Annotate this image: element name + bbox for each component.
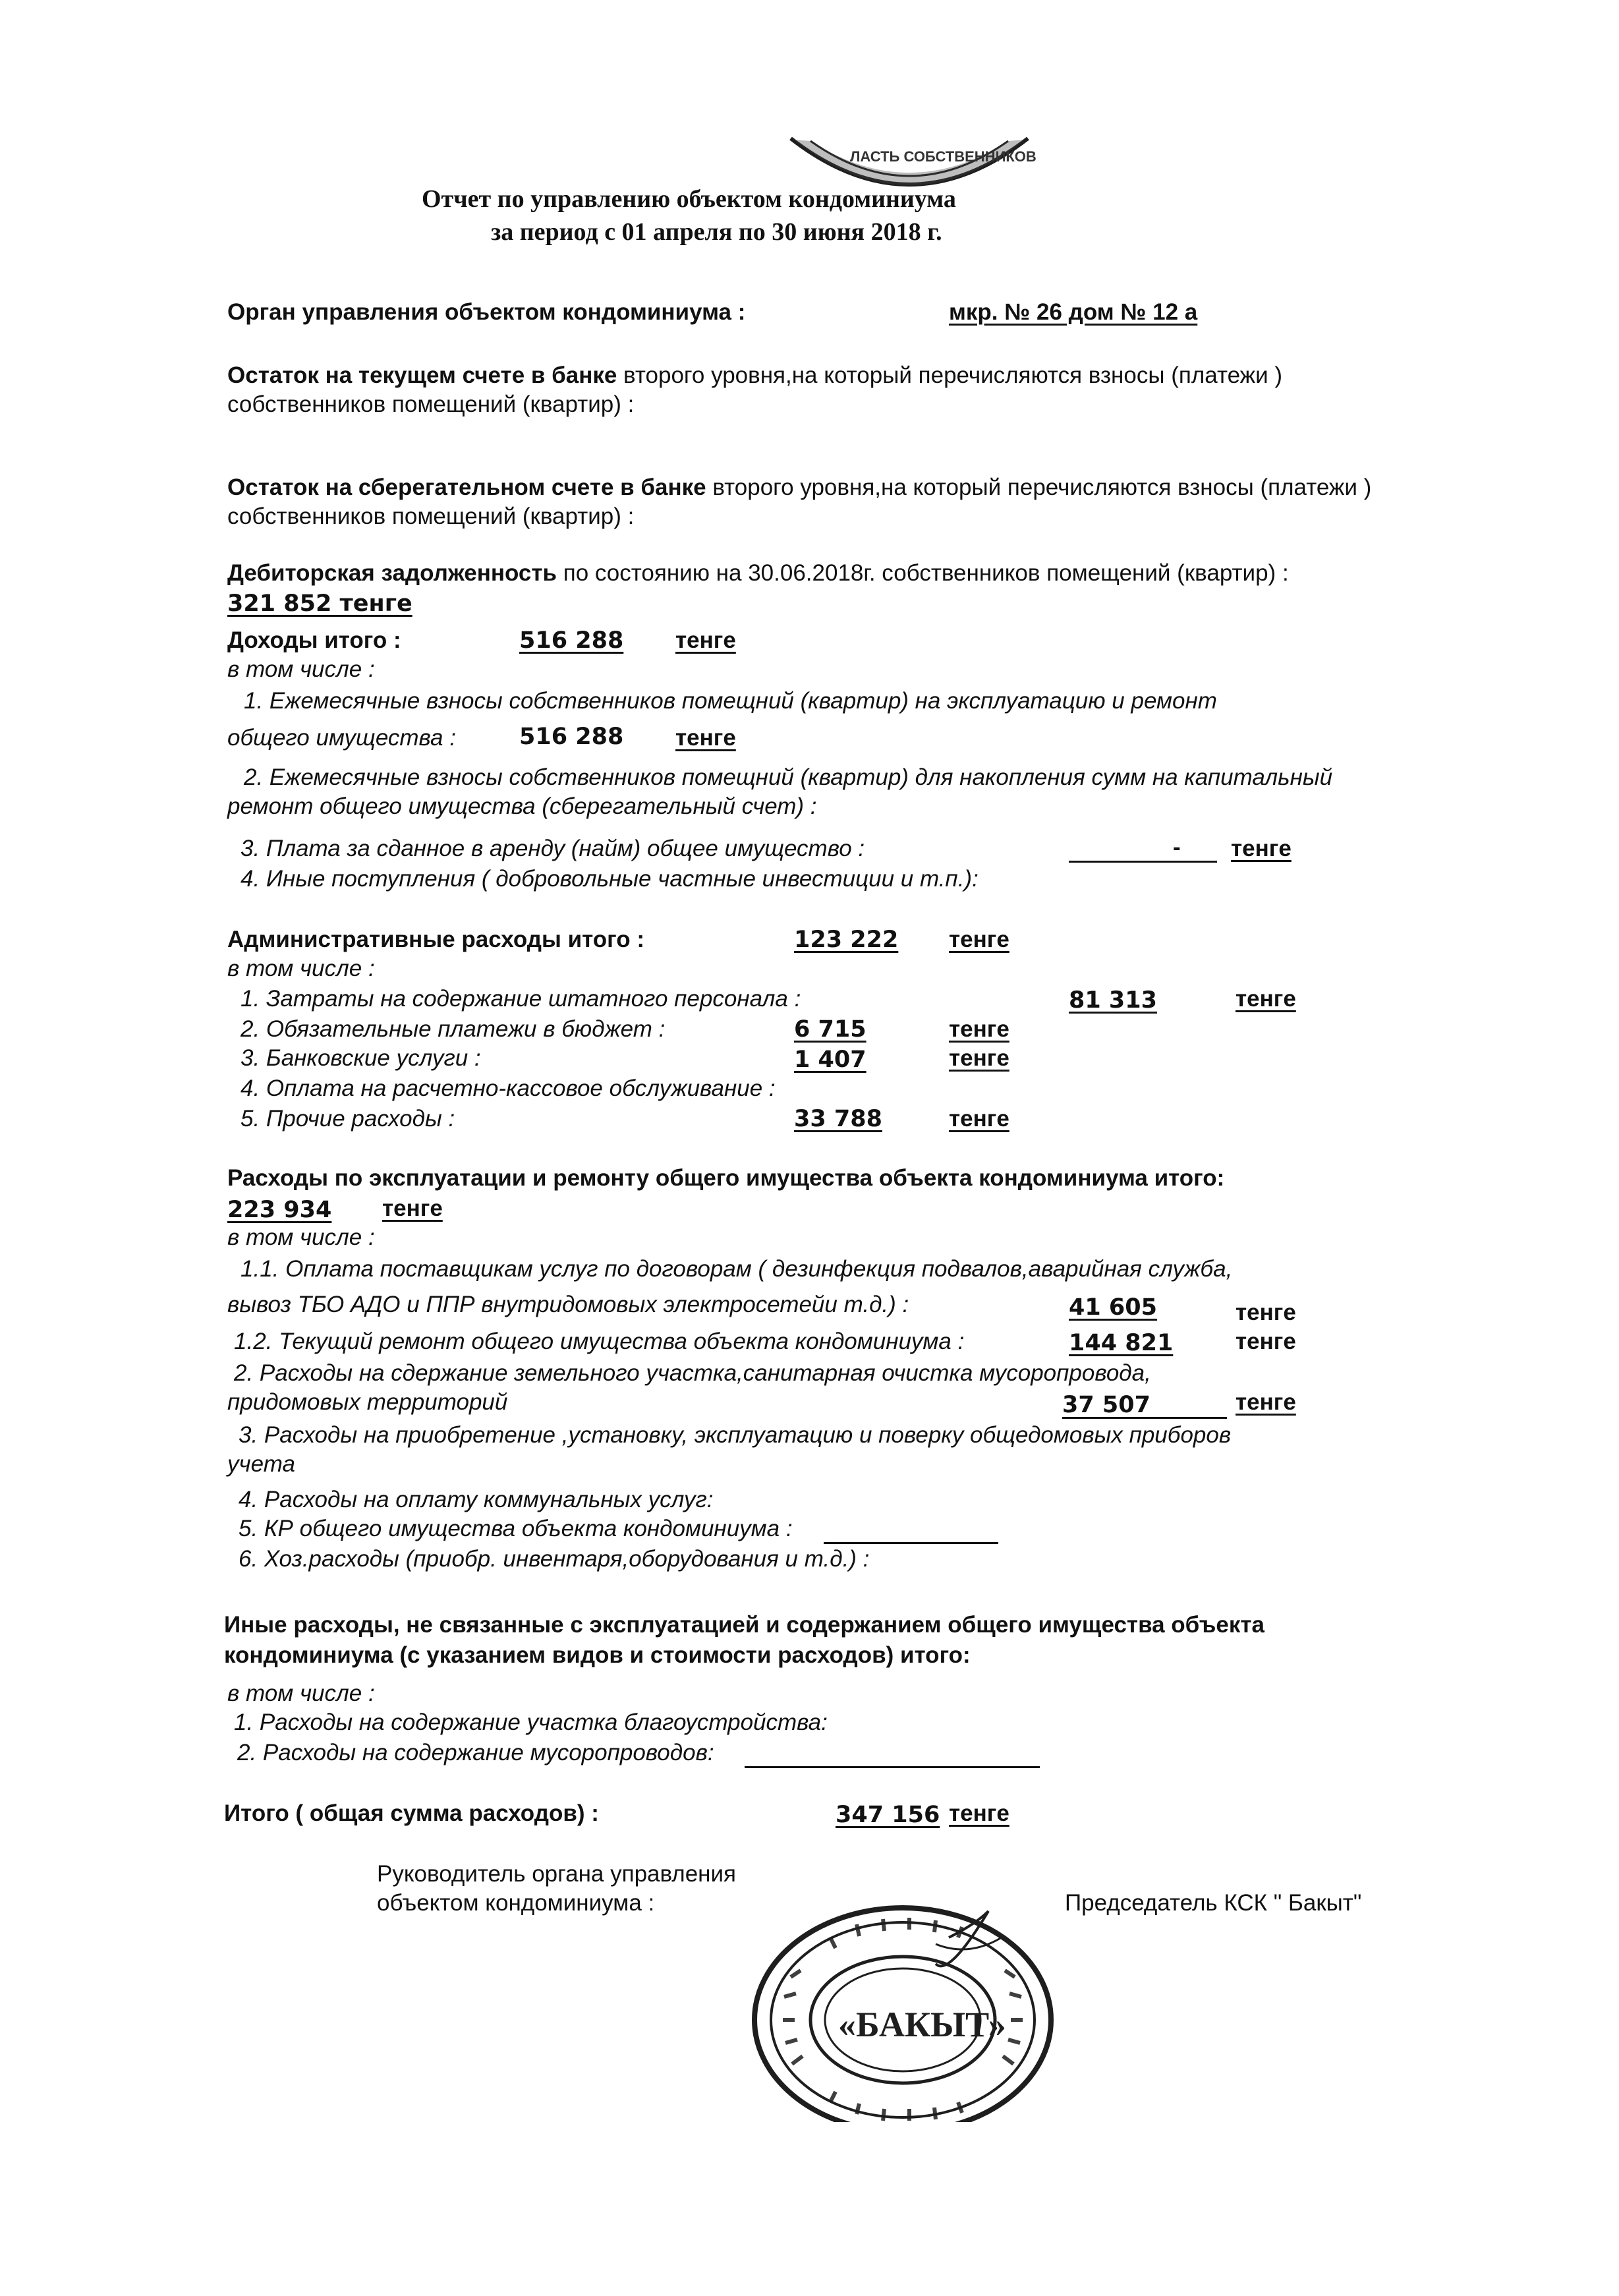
operations-item2-underline (1062, 1417, 1227, 1419)
other-item2-underline (745, 1766, 1040, 1768)
operations-item11-line2: вывоз ТБО АДО и ППР внутридомовых электросетейи т.д.) : (227, 1292, 909, 1317)
receivables-bold: Дебиторская задолженность (227, 560, 557, 586)
operations-item5-underline (824, 1542, 998, 1544)
admin-label: Административные расходы итого : (227, 927, 645, 952)
seal-center-text: «БАКЫТ» (838, 2005, 1006, 2044)
operations-unit: тенге (382, 1195, 443, 1221)
operations-item12-value: 144 821 (1069, 1330, 1174, 1356)
admin-item5-label: 5. Прочие расходы : (241, 1106, 455, 1132)
current-account-rest: второго уровня,на который перечисляются взносы (платежи ) (617, 362, 1282, 388)
signature-right: Председатель КСК " Бакыт" (1065, 1890, 1362, 1916)
top-stamp-text: ЛАСТЬ СОБСТВЕННИКОВ (850, 148, 1037, 165)
savings-account-line2: собственников помещений (квартир) : (227, 503, 635, 529)
total-unit: тенге (949, 1800, 1009, 1826)
operations-item6: 6. Хоз.расходы (приобр. инвентаря,оборудования и т.д.) : (239, 1546, 870, 1572)
operations-including: в том числе : (227, 1224, 375, 1250)
other-item1: 1. Расходы на содержание участка благоустройства: (234, 1709, 828, 1735)
income-including: в том числе : (227, 656, 375, 682)
admin-item2-label: 2. Обязательные платежи в бюджет : (241, 1016, 666, 1042)
signature-left-line1: Руководитель органа управления (377, 1861, 737, 1887)
operations-item2-line2: придомовых территорий (227, 1389, 508, 1415)
income-item3: 3. Плата за сданное в аренду (найм) общее имущество : (241, 836, 865, 861)
operations-label: Расходы по эксплуатации и ремонту общего имущества объекта кондоминиума итого: (227, 1165, 1225, 1191)
other-including: в том числе : (227, 1680, 375, 1706)
admin-item3-value: 1 407 (794, 1047, 866, 1073)
organ-label: Орган управления объектом кондоминиума : (227, 299, 746, 325)
admin-item1-unit: тенге (1236, 986, 1296, 1012)
admin-item1-label: 1. Затраты на содержание штатного персонала : (241, 986, 801, 1012)
income-item1-line2: общего имущества : (227, 725, 456, 751)
income-item1-unit: тенге (675, 725, 736, 751)
admin-item2-value: 6 715 (794, 1016, 866, 1043)
receivables-value: 321 852 тенге (227, 590, 412, 617)
admin-including: в том числе : (227, 956, 375, 981)
operations-item5: 5. КР общего имущества объекта кондоминиума : (239, 1516, 793, 1541)
admin-item5-value: 33 788 (794, 1106, 882, 1132)
report-period: за период с 01 апреля по 30 июня 2018 г. (491, 218, 942, 246)
income-item2-line1: 2. Ежемесячные взносы собственников помещний (квартир) для накопления сумм на капитальный (244, 764, 1333, 790)
operations-item3-line2: учета (227, 1451, 295, 1477)
organ-address: мкр. № 26 дом № 12 а (949, 299, 1198, 325)
current-account-bold: Остаток на текущем счете в банке (227, 362, 617, 388)
operations-item2-unit: тенге (1236, 1389, 1296, 1415)
admin-item3-label: 3. Банковские услуги : (241, 1045, 481, 1071)
savings-account-bold: Остаток на сберегательном счете в банке (227, 474, 706, 500)
admin-item1-value: 81 313 (1069, 987, 1157, 1014)
income-item1-line1: 1. Ежемесячные взносы собственников помещний (квартир) на эксплуатацию и ремонт (244, 688, 1217, 714)
operations-item12: 1.2. Текущий ремонт общего имущества объекта кондоминиума : (234, 1329, 965, 1354)
income-item2-line2: ремонт общего имущества (сберегательный счет) : (227, 793, 817, 819)
report-title: Отчет по управлению объектом кондоминиума (422, 185, 956, 213)
operations-item3-line1: 3. Расходы на приобретение ,установку, эксплуатацию и поверку общедомовых приборов (239, 1422, 1232, 1448)
other-label-line1: Иные расходы, не связанные с эксплуатацией и содержанием общего имущества объекта (224, 1612, 1264, 1638)
income-total: 516 288 (519, 627, 624, 654)
operations-item4: 4. Расходы на оплату коммунальных услуг: (239, 1487, 714, 1512)
current-account-line2: собственников помещений (квартир) : (227, 391, 635, 417)
income-item3-value: - (1173, 834, 1181, 860)
current-account-line1 (227, 361, 1282, 390)
savings-account-rest: второго уровня,на который перечисляются взносы (платежи ) (706, 474, 1372, 500)
admin-item4-label: 4. Оплата на расчетно-кассовое обслуживание : (241, 1076, 776, 1101)
income-item1-value: 516 288 (519, 724, 624, 750)
admin-item3-unit: тенге (949, 1045, 1009, 1071)
income-item3-underline (1069, 861, 1217, 863)
operations-total: 223 934 (227, 1197, 332, 1223)
signature-left-line2: объектом кондоминиума : (377, 1890, 655, 1916)
admin-item2-unit: тенге (949, 1016, 1009, 1042)
operations-item11-value: 41 605 (1069, 1294, 1157, 1321)
operations-item12-unit: тенге (1236, 1329, 1296, 1354)
receivables-line1 (227, 559, 1289, 588)
operations-item2-value: 37 507 (1062, 1392, 1150, 1418)
total-label: Итого ( общая сумма расходов) : (224, 1800, 599, 1826)
operations-item2-line1: 2. Расходы на сдержание земельного участка,санитарная очистка мусоропровода, (234, 1360, 1151, 1386)
receivables-rest: по состоянию на 30.06.2018г. собственников помещений (квартир) : (557, 560, 1289, 586)
admin-unit: тенге (949, 927, 1009, 952)
income-label: Доходы итого : (227, 627, 401, 653)
total-value: 347 156 (836, 1802, 940, 1828)
operations-item11-unit: тенге (1236, 1300, 1296, 1325)
admin-total: 123 222 (794, 927, 899, 953)
income-item4: 4. Иные поступления ( добровольные частные инвестиции и т.п.): (241, 866, 979, 892)
admin-item5-unit: тенге (949, 1106, 1009, 1132)
income-unit: тенге (675, 627, 736, 653)
other-label-line2: кондоминиума (с указанием видов и стоимости расходов) итого: (224, 1642, 971, 1668)
operations-item11-line1: 1.1. Оплата поставщикам услуг по договорам ( дезинфекция подвалов,аварийная служба, (241, 1256, 1233, 1282)
income-item3-unit: тенге (1231, 836, 1292, 861)
savings-account-line1 (227, 473, 1371, 502)
other-item2: 2. Расходы на содержание мусоропроводов: (237, 1740, 714, 1765)
